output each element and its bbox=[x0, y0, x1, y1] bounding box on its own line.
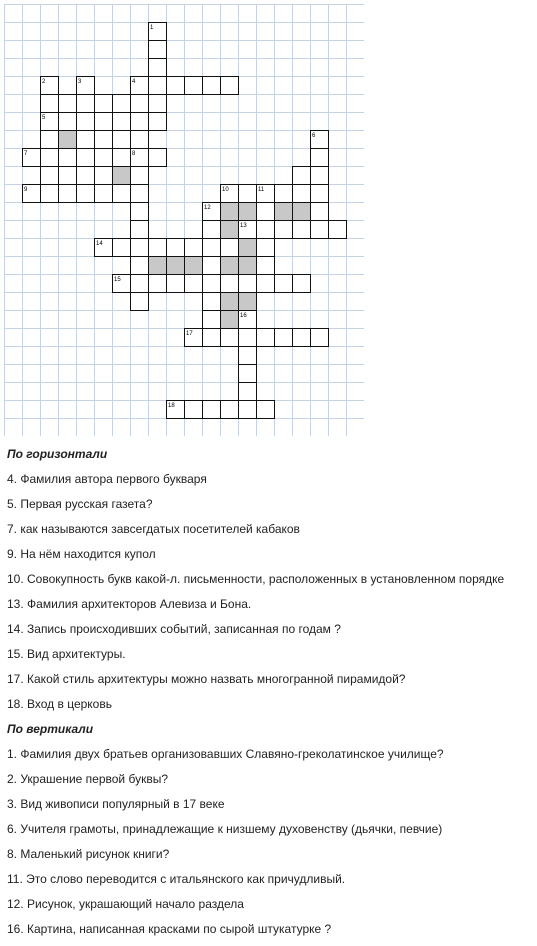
clue-number: 2 bbox=[42, 79, 46, 85]
crossword-cell[interactable] bbox=[203, 257, 221, 275]
crossword-cell[interactable] bbox=[59, 185, 77, 203]
crossword-cell[interactable] bbox=[131, 113, 149, 131]
crossword-cell-shaded[interactable] bbox=[275, 203, 293, 221]
crossword-cell[interactable] bbox=[113, 113, 131, 131]
crossword-cell[interactable] bbox=[257, 257, 275, 275]
crossword-cell-shaded[interactable] bbox=[221, 203, 239, 221]
crossword-cell-shaded[interactable] bbox=[221, 221, 239, 239]
clue-number: 7 bbox=[24, 151, 28, 157]
clue-number: 4 bbox=[132, 79, 136, 85]
crossword-cell[interactable] bbox=[311, 185, 329, 203]
crossword-cell[interactable] bbox=[149, 41, 167, 59]
crossword-cell[interactable] bbox=[113, 239, 131, 257]
crossword-svg bbox=[4, 4, 364, 436]
crossword-grid bbox=[4, 4, 364, 436]
crossword-cell[interactable] bbox=[203, 239, 221, 257]
crossword-cell[interactable] bbox=[257, 221, 275, 239]
crossword-cell[interactable] bbox=[59, 95, 77, 113]
crossword-cell[interactable] bbox=[257, 203, 275, 221]
crossword-cell[interactable] bbox=[149, 113, 167, 131]
crossword-cell[interactable] bbox=[149, 59, 167, 77]
crossword-cell[interactable] bbox=[95, 95, 113, 113]
crossword-cell[interactable] bbox=[311, 167, 329, 185]
crossword-cell[interactable] bbox=[167, 77, 185, 95]
clue-number: 11 bbox=[258, 187, 265, 193]
crossword-cell[interactable] bbox=[113, 185, 131, 203]
crossword-cell[interactable] bbox=[221, 275, 239, 293]
crossword-cell[interactable] bbox=[185, 401, 203, 419]
crossword-cell[interactable] bbox=[203, 77, 221, 95]
crossword-cell-shaded[interactable] bbox=[239, 203, 257, 221]
crossword-cell[interactable] bbox=[293, 185, 311, 203]
crossword-cell[interactable] bbox=[77, 95, 95, 113]
crossword-cell[interactable] bbox=[41, 95, 59, 113]
across-clue-15: 15. Вид архитектуры. bbox=[7, 647, 126, 661]
crossword-cell[interactable] bbox=[41, 185, 59, 203]
crossword-cell[interactable] bbox=[95, 185, 113, 203]
clue-number: 3 bbox=[78, 79, 82, 85]
crossword-cell[interactable] bbox=[113, 95, 131, 113]
crossword-cell[interactable] bbox=[203, 275, 221, 293]
crossword-cell[interactable] bbox=[257, 275, 275, 293]
crossword-cell[interactable] bbox=[221, 329, 239, 347]
clue-number: 8 bbox=[132, 151, 136, 157]
across-clue-9: 9. На нём находится купол bbox=[7, 547, 156, 561]
crossword-cell[interactable] bbox=[149, 77, 167, 95]
crossword-cell[interactable] bbox=[131, 239, 149, 257]
crossword-cell[interactable] bbox=[239, 275, 257, 293]
down-heading: По вертикали bbox=[7, 722, 94, 736]
crossword-cell[interactable] bbox=[293, 167, 311, 185]
crossword-cell[interactable] bbox=[239, 347, 257, 365]
crossword-cell[interactable] bbox=[41, 131, 59, 149]
clue-number: 18 bbox=[168, 403, 175, 409]
down-clue-11: 11. Это слово переводится с итальянского как причудливый. bbox=[7, 872, 346, 886]
crossword-cell[interactable] bbox=[239, 401, 257, 419]
crossword-cell[interactable] bbox=[113, 149, 131, 167]
crossword-cell[interactable] bbox=[131, 257, 149, 275]
crossword-cell[interactable] bbox=[149, 239, 167, 257]
clue-number: 6 bbox=[312, 133, 316, 139]
crossword-cell-shaded[interactable] bbox=[221, 293, 239, 311]
crossword-cell-shaded[interactable] bbox=[239, 257, 257, 275]
crossword-cell[interactable] bbox=[131, 131, 149, 149]
crossword-cell-shaded[interactable] bbox=[239, 239, 257, 257]
crossword-cell[interactable] bbox=[257, 239, 275, 257]
crossword-cell[interactable] bbox=[311, 329, 329, 347]
across-clue-10: 10. Совокупность букв какой-л. письменности, расположенных в установленном порядке bbox=[7, 572, 505, 586]
crossword-cell-shaded[interactable] bbox=[239, 293, 257, 311]
across-clue-13: 13. Фамилия архитекторов Алевиза и Бона. bbox=[7, 597, 252, 611]
crossword-cell[interactable] bbox=[257, 401, 275, 419]
crossword-cell[interactable] bbox=[293, 221, 311, 239]
crossword-cell-shaded[interactable] bbox=[149, 257, 167, 275]
crossword-cell[interactable] bbox=[239, 185, 257, 203]
crossword-cell[interactable] bbox=[131, 275, 149, 293]
crossword-cell[interactable] bbox=[131, 293, 149, 311]
down-clue-1: 1. Фамилия двух братьев организовавших Славяно-греколатинское училище? bbox=[7, 747, 444, 761]
crossword-cell[interactable] bbox=[131, 203, 149, 221]
crossword-cell[interactable] bbox=[311, 221, 329, 239]
crossword-cell[interactable] bbox=[95, 113, 113, 131]
clue-number: 9 bbox=[24, 187, 28, 193]
crossword-cell[interactable] bbox=[131, 167, 149, 185]
crossword-cell-shaded[interactable] bbox=[113, 167, 131, 185]
crossword-cell[interactable] bbox=[185, 77, 203, 95]
across-clue-5: 5. Первая русская газета? bbox=[7, 497, 153, 511]
crossword-cell[interactable] bbox=[221, 401, 239, 419]
down-clue-2: 2. Украшение первой буквы? bbox=[7, 772, 168, 786]
down-clue-16: 16. Картина, написанная красками по сырой штукатурке ? bbox=[7, 922, 332, 936]
crossword-cell[interactable] bbox=[203, 329, 221, 347]
crossword-cell[interactable] bbox=[257, 329, 275, 347]
crossword-cell[interactable] bbox=[149, 275, 167, 293]
across-clue-4: 4. Фамилия автора первого букваря bbox=[7, 472, 207, 486]
across-clue-18: 18. Вход в церковь bbox=[7, 697, 112, 711]
clue-number: 5 bbox=[42, 115, 46, 121]
crossword-cell[interactable] bbox=[149, 95, 167, 113]
crossword-cell[interactable] bbox=[203, 221, 221, 239]
crossword-cell[interactable] bbox=[311, 149, 329, 167]
crossword-cell[interactable] bbox=[185, 275, 203, 293]
down-clue-6: 6. Учителя грамоты, принадлежащие к низшему духовенству (дьячки, певчие) bbox=[7, 822, 443, 836]
across-heading: По горизонтали bbox=[7, 447, 108, 461]
down-clue-8: 8. Маленький рисунок книги? bbox=[7, 847, 170, 861]
crossword-cell[interactable] bbox=[203, 311, 221, 329]
crossword-cell[interactable] bbox=[95, 149, 113, 167]
crossword-cell-shaded[interactable] bbox=[167, 257, 185, 275]
crossword-cell[interactable] bbox=[203, 293, 221, 311]
clue-number: 14 bbox=[96, 241, 103, 247]
crossword-cell[interactable] bbox=[167, 239, 185, 257]
crossword-cell[interactable] bbox=[239, 383, 257, 401]
clue-number: 1 bbox=[150, 25, 154, 31]
crossword-cell-shaded[interactable] bbox=[221, 311, 239, 329]
crossword-cell[interactable] bbox=[167, 275, 185, 293]
crossword-cell-shaded[interactable] bbox=[221, 257, 239, 275]
crossword-cell[interactable] bbox=[59, 149, 77, 167]
crossword-cell[interactable] bbox=[329, 221, 347, 239]
crossword-cell[interactable] bbox=[59, 113, 77, 131]
crossword-cell[interactable] bbox=[185, 239, 203, 257]
clue-number: 12 bbox=[204, 205, 211, 211]
clue-number: 13 bbox=[240, 223, 247, 229]
clue-number: 17 bbox=[186, 331, 193, 337]
crossword-cell-shaded[interactable] bbox=[293, 203, 311, 221]
crossword-cell[interactable] bbox=[275, 329, 293, 347]
crossword-cell[interactable] bbox=[149, 149, 167, 167]
clue-number: 15 bbox=[114, 277, 121, 283]
crossword-cell[interactable] bbox=[113, 131, 131, 149]
down-clue-3: 3. Вид живописи популярный в 17 веке bbox=[7, 797, 225, 811]
crossword-cell[interactable] bbox=[41, 167, 59, 185]
crossword-cell-shaded[interactable] bbox=[185, 257, 203, 275]
crossword-cell[interactable] bbox=[131, 95, 149, 113]
crossword-cell[interactable] bbox=[77, 185, 95, 203]
across-clue-7: 7. как называются завсегдатых посетителей кабаков bbox=[7, 522, 300, 536]
crossword-cell[interactable] bbox=[77, 131, 95, 149]
crossword-cell[interactable] bbox=[77, 167, 95, 185]
crossword-cell[interactable] bbox=[293, 329, 311, 347]
across-clue-17: 17. Какой стиль архитектуры можно назвать многогранной пирамидой? bbox=[7, 672, 406, 686]
crossword-cell[interactable] bbox=[239, 365, 257, 383]
crossword-cell[interactable] bbox=[221, 239, 239, 257]
crossword-cell[interactable] bbox=[131, 185, 149, 203]
crossword-cell[interactable] bbox=[221, 77, 239, 95]
clues-section bbox=[7, 446, 535, 946]
across-clue-14: 14. Запись происходивших событий, записанная по годам ? bbox=[7, 622, 341, 636]
crossword-cell[interactable] bbox=[203, 401, 221, 419]
crossword-cell[interactable] bbox=[311, 203, 329, 221]
crossword-cell[interactable] bbox=[275, 275, 293, 293]
clue-number: 10 bbox=[222, 187, 229, 193]
crossword-cell[interactable] bbox=[239, 329, 257, 347]
crossword-cell[interactable] bbox=[77, 149, 95, 167]
clue-number: 16 bbox=[240, 313, 247, 319]
crossword-cell[interactable] bbox=[77, 113, 95, 131]
down-clue-12: 12. Рисунок, украшающий начало раздела bbox=[7, 897, 244, 911]
crossword-cell[interactable] bbox=[293, 275, 311, 293]
crossword-cell[interactable] bbox=[131, 221, 149, 239]
crossword-cell[interactable] bbox=[275, 221, 293, 239]
crossword-cell[interactable] bbox=[275, 185, 293, 203]
crossword-cell[interactable] bbox=[41, 149, 59, 167]
crossword-cell-shaded[interactable] bbox=[59, 131, 77, 149]
